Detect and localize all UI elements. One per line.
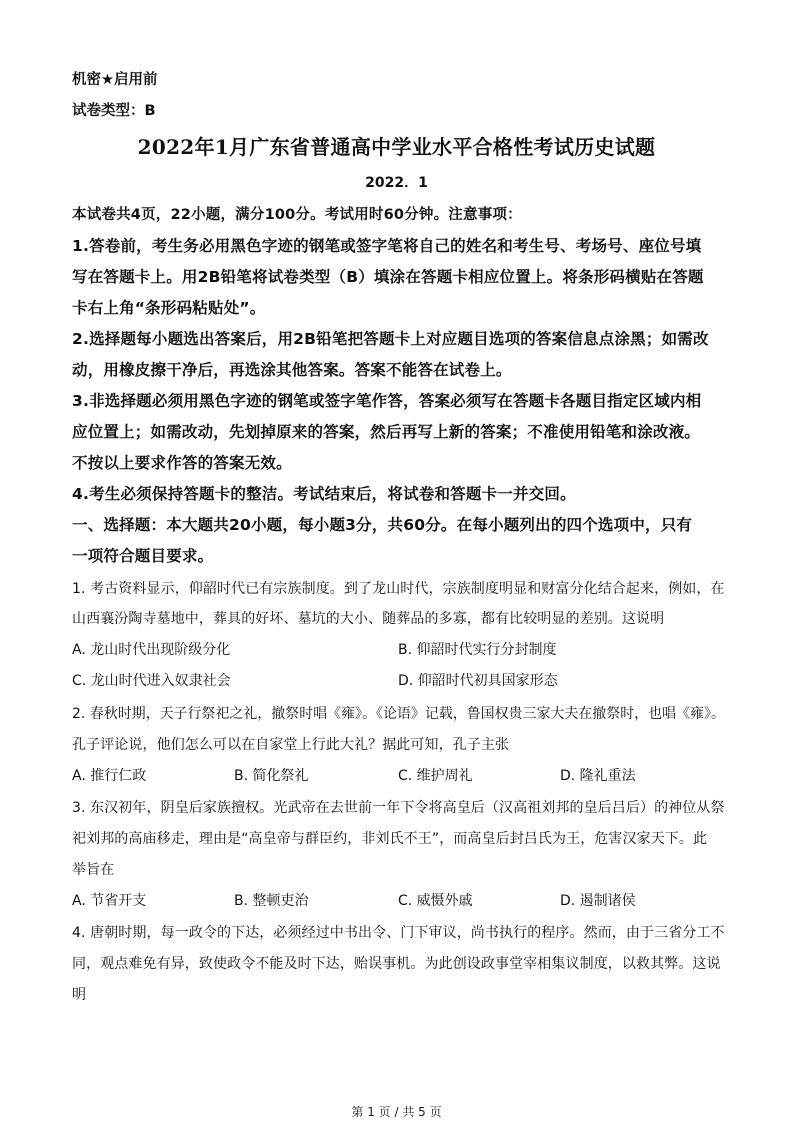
note-2-line-1: 2.选择题每小题选出答案后，用2B铅笔把答题卡上对应题目选项的答案信息点涂黑；如需改 [72,330,709,348]
question-3-line-1: 3. 东汉初年，阴皇后家族擅权。光武帝在去世前一年下令将高皇后（汉高祖刘邦的皇后吕后）的神位从祭 [72,800,725,816]
section-heading-line-2: 一项符合题目要求。 [72,547,214,565]
question-3-option-c[interactable]: C. 威慑外戚 [398,893,473,909]
note-3-line-2: 应位置上；如需改动，先划掉原来的答案，然后再写上新的答案；不准使用铅笔和涂改液。 [72,423,701,441]
note-1-line-1: 1.答卷前，考生务必用黑色字迹的钢笔或签字笔将自己的姓名和考生号、考场号、座位号填 [72,237,702,255]
page-title: 2022年1月广东省普通高中学业水平合格性考试历史试题 [137,135,656,159]
question-1-option-d[interactable]: D. 仰韶时代初具国家形态 [398,673,558,689]
note-1-line-3: 卡右上角“条形码粘贴处”。 [72,299,266,317]
note-4: 4.考生必须保持答题卡的整洁。考试结束后，将试卷和答题卡一并交回。 [72,485,576,503]
question-2-line-2: 孔子评论说，他们怎么可以在自家堂上行此大礼？据此可知，孔子主张 [72,737,510,753]
exam-date: 2022．1 [365,175,428,191]
question-1-option-a[interactable]: A. 龙山时代出现阶级分化 [72,642,231,658]
question-1-line-2: 山西襄汾陶寺墓地中，葬具的好坏、墓坑的大小、随葬品的多寡，都有比较明显的差别。这说明 [72,611,665,627]
page-footer: 第 1 页 / 共 5 页 [351,1105,442,1119]
question-4-line-3: 明 [72,987,87,1003]
question-3-line-2: 祀刘邦的高庙移走，理由是“高皇帝与群臣约，非刘氏不王”，而高皇后封吕氏为王，危害汉家天下。此 [72,831,708,847]
question-1-option-b[interactable]: B. 仰韶时代实行分封制度 [398,642,557,658]
section-heading-line-1: 一、选择题：本大题共20小题，每小题3分，共60分。在每小题列出的四个选项中，只有 [72,516,693,534]
note-1-line-2: 写在答题卡上。用2B铅笔将试卷类型（B）填涂在答题卡相应位置上。将条形码横贴在答题 [72,268,704,286]
secret-label: 机密★启用前 [72,72,158,88]
question-4-line-2: 同，观点难免有异，致使政令不能及时下达，贻误事机。为此创设政事堂宰相集议制度，以救其弊。这说 [72,956,721,972]
question-2-option-c[interactable]: C. 维护周礼 [398,768,473,784]
question-3-line-3: 举旨在 [72,862,115,878]
question-2-option-b[interactable]: B. 简化祭礼 [234,768,309,784]
question-4-line-1: 4. 唐朝时期，每一政令的下达，必须经过中书出令、门下审议，尚书执行的程序。然而，由于三省分工不 [72,925,725,941]
question-2-line-1: 2. 春秋时期，天子行祭祀之礼，撤祭时唱《雍》。《论语》记载，鲁国权贵三家大夫在撤祭时，也唱《雍》。 [72,706,726,722]
question-3-option-d[interactable]: D. 遏制诸侯 [560,893,636,909]
note-2-line-2: 动，用橡皮擦干净后，再选涂其他答案。答案不能答在试卷上。 [72,361,512,379]
intro-text: 本试卷共4页，22小题，满分100分。考试用时60分钟。注意事项： [72,207,522,223]
question-3-option-b[interactable]: B. 整顿吏治 [234,893,309,909]
question-1-line-1: 1. 考古资料显示，仰韶时代已有宗族制度。到了龙山时代，宗族制度明显和财富分化结合起来，例如，在 [72,581,725,597]
paper-type-label: 试卷类型：B [72,103,156,119]
question-2-option-a[interactable]: A. 推行仁政 [72,768,147,784]
note-3-line-3: 不按以上要求作答的答案无效。 [72,454,292,472]
question-3-option-a[interactable]: A. 节省开支 [72,893,147,909]
question-1-option-c[interactable]: C. 龙山时代进入奴隶社会 [72,673,231,689]
note-3-line-1: 3.非选择题必须用黑色字迹的钢笔或签字笔作答，答案必须写在答题卡各题目指定区域内相 [72,392,702,410]
question-2-option-d[interactable]: D. 隆礼重法 [560,768,636,784]
